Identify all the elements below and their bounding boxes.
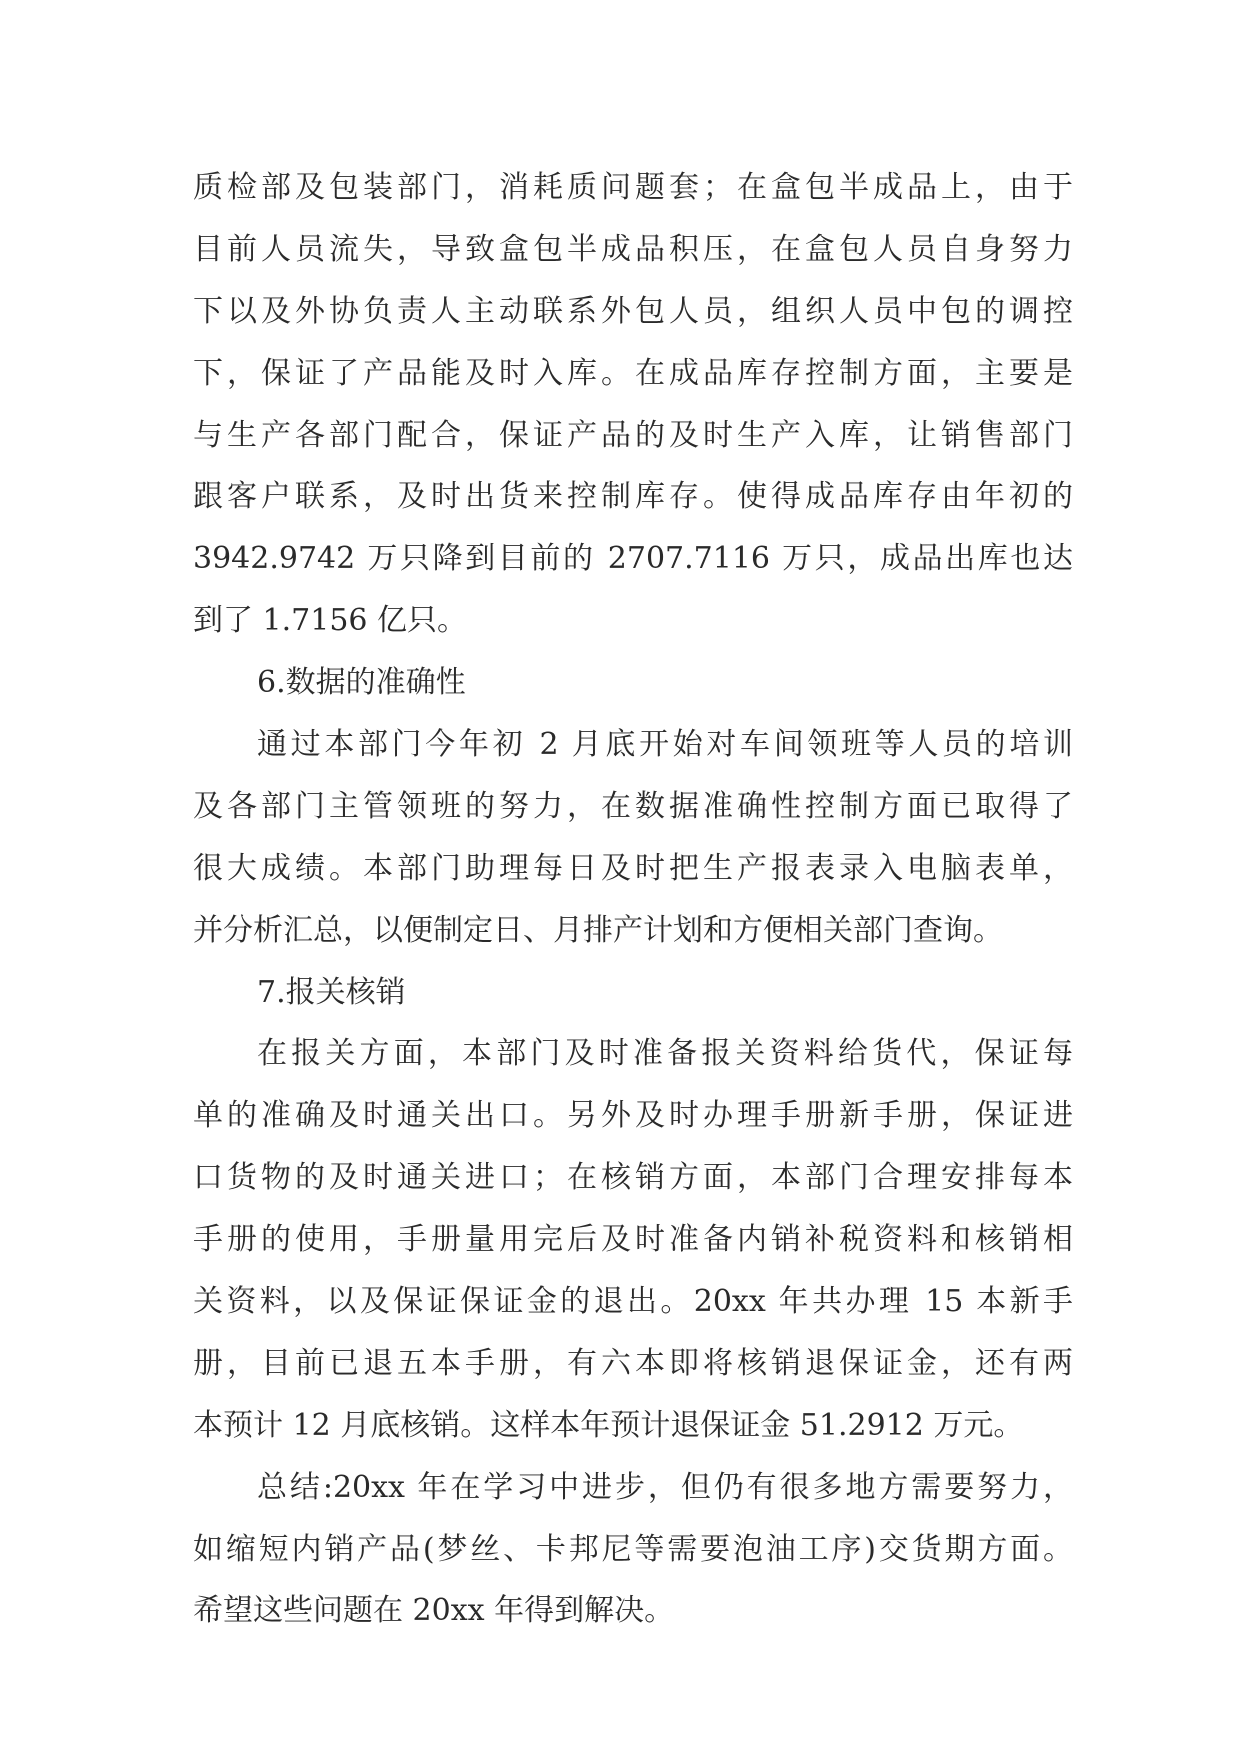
section-heading-customs-verification: 7.报关核销 xyxy=(257,974,406,1010)
text-line: 质检部及包装部门，消耗质问题套；在盒包半成品上，由于 xyxy=(193,170,1073,205)
section-heading-data-accuracy: 6.数据的准确性 xyxy=(257,665,466,701)
text-line: 目前人员流失，导致盒包半成品积压，在盒包人员自身努力 xyxy=(193,231,1073,267)
text-line: 单的准确及时通关出口。另外及时办理手册新手册，保证进 xyxy=(193,1098,1073,1134)
text-line: 关资料，以及保证保证金的退出。20xx 年共办理 15 本新手 xyxy=(193,1284,1073,1320)
text-line: 下，保证了产品能及时入库。在成品库存控制方面，主要是 xyxy=(193,355,1073,391)
text-line: 如缩短内销产品(梦丝、卡邦尼等需要泡油工序)交货期方面。 xyxy=(193,1531,1073,1567)
text-line: 通过本部门今年初 2 月底开始对车间领班等人员的培训 xyxy=(257,727,1073,763)
text-line: 3942.9742 万只降到目前的 2707.7116 万只，成品出库也达 xyxy=(193,541,1073,577)
paragraph-production-inventory xyxy=(193,157,1073,652)
text-line: 册，目前已退五本手册，有六本即将核销退保证金，还有两 xyxy=(193,1345,1073,1381)
text-line: 并分析汇总，以便制定日、月排产计划和方便相关部门查询。 xyxy=(193,912,1003,948)
text-line: 在报关方面，本部门及时准备报关资料给货代，保证每 xyxy=(257,1036,1073,1072)
paragraph-data-accuracy xyxy=(193,714,1073,962)
text-line: 下以及外协负责人主动联系外包人员，组织人员中包的调控 xyxy=(193,293,1073,329)
text-line: 希望这些问题在 20xx 年得到解决。 xyxy=(193,1593,675,1629)
text-line: 口货物的及时通关进口；在核销方面，本部门合理安排每本 xyxy=(193,1160,1073,1196)
text-line: 到了 1.7156 亿只。 xyxy=(193,603,468,639)
text-line: 很大成绩。本部门助理每日及时把生产报表录入电脑表单， xyxy=(193,850,1073,886)
paragraph-summary xyxy=(193,1457,1073,1643)
paragraph-customs-verification xyxy=(193,1023,1073,1456)
text-line: 本预计 12 月底核销。这样本年预计退保证金 51.2912 万元。 xyxy=(193,1407,1024,1443)
text-line: 与生产各部门配合，保证产品的及时生产入库，让销售部门 xyxy=(193,417,1073,453)
text-line: 跟客户联系，及时出货来控制库存。使得成品库存由年初的 xyxy=(193,479,1073,515)
text-line: 总结:20xx 年在学习中进步，但仍有很多地方需要努力， xyxy=(257,1469,1073,1505)
text-line: 及各部门主管领班的努力，在数据准确性控制方面已取得了 xyxy=(193,788,1073,824)
document-body xyxy=(193,157,1073,1642)
text-line: 手册的使用，手册量用完后及时准备内销补税资料和核销相 xyxy=(193,1222,1073,1258)
